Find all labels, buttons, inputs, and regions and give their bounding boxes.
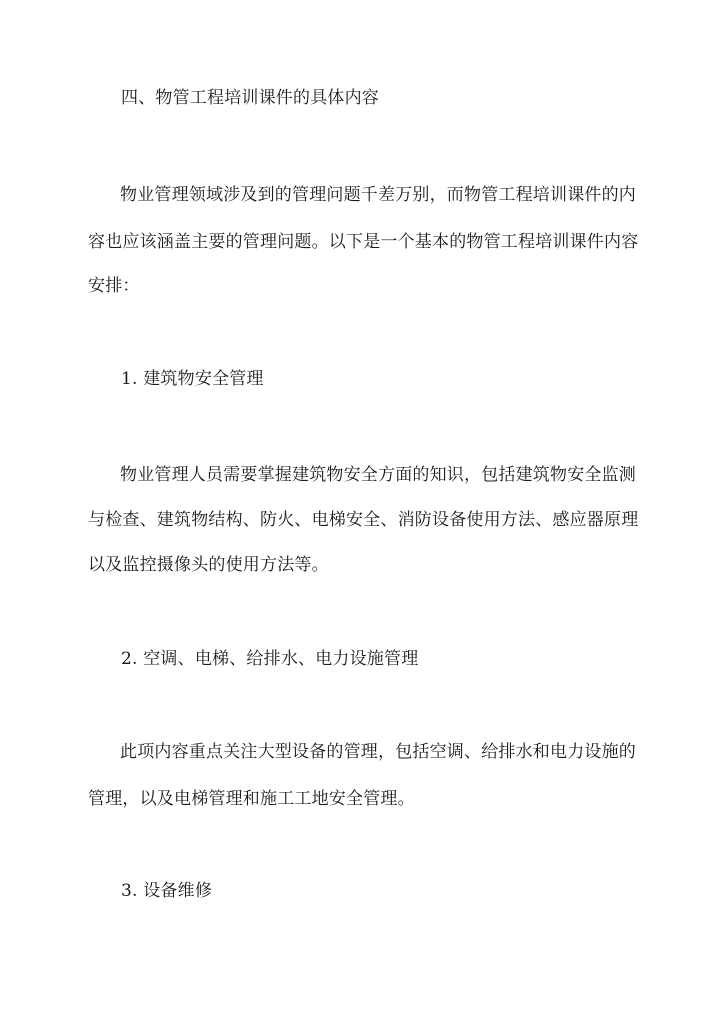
intro-paragraph-line-2: 容也应该涵盖主要的管理问题。以下是一个基本的物管工程培训课件内容 [88,232,639,252]
item-1-paragraph-line-1: 物业管理人员需要掌握建筑物安全方面的知识，包括建筑物安全监测 [120,465,636,485]
item-2-paragraph-line-1: 此项内容重点关注大型设备的管理，包括空调、给排水和电力设施的 [120,742,636,762]
section-title: 四、物管工程培训课件的具体内容 [121,88,379,108]
intro-paragraph-line-1: 物业管理领域涉及到的管理问题千差万别，而物管工程培训课件的内 [120,185,636,205]
item-3-heading: 3. 设备维修 [121,881,213,901]
item-1-paragraph-line-2: 与检查、建筑物结构、防火、电梯安全、消防设备使用方法、感应器原理 [88,510,639,530]
item-2-paragraph-line-2: 管理，以及电梯管理和施工工地安全管理。 [88,789,415,809]
item-1-paragraph-line-3: 以及监控摄像头的使用方法等。 [88,555,329,575]
item-1-heading: 1. 建筑物安全管理 [121,369,264,389]
item-2-heading: 2. 空调、电梯、给排水、电力设施管理 [121,649,419,669]
intro-paragraph-line-3: 安排： [88,276,140,296]
